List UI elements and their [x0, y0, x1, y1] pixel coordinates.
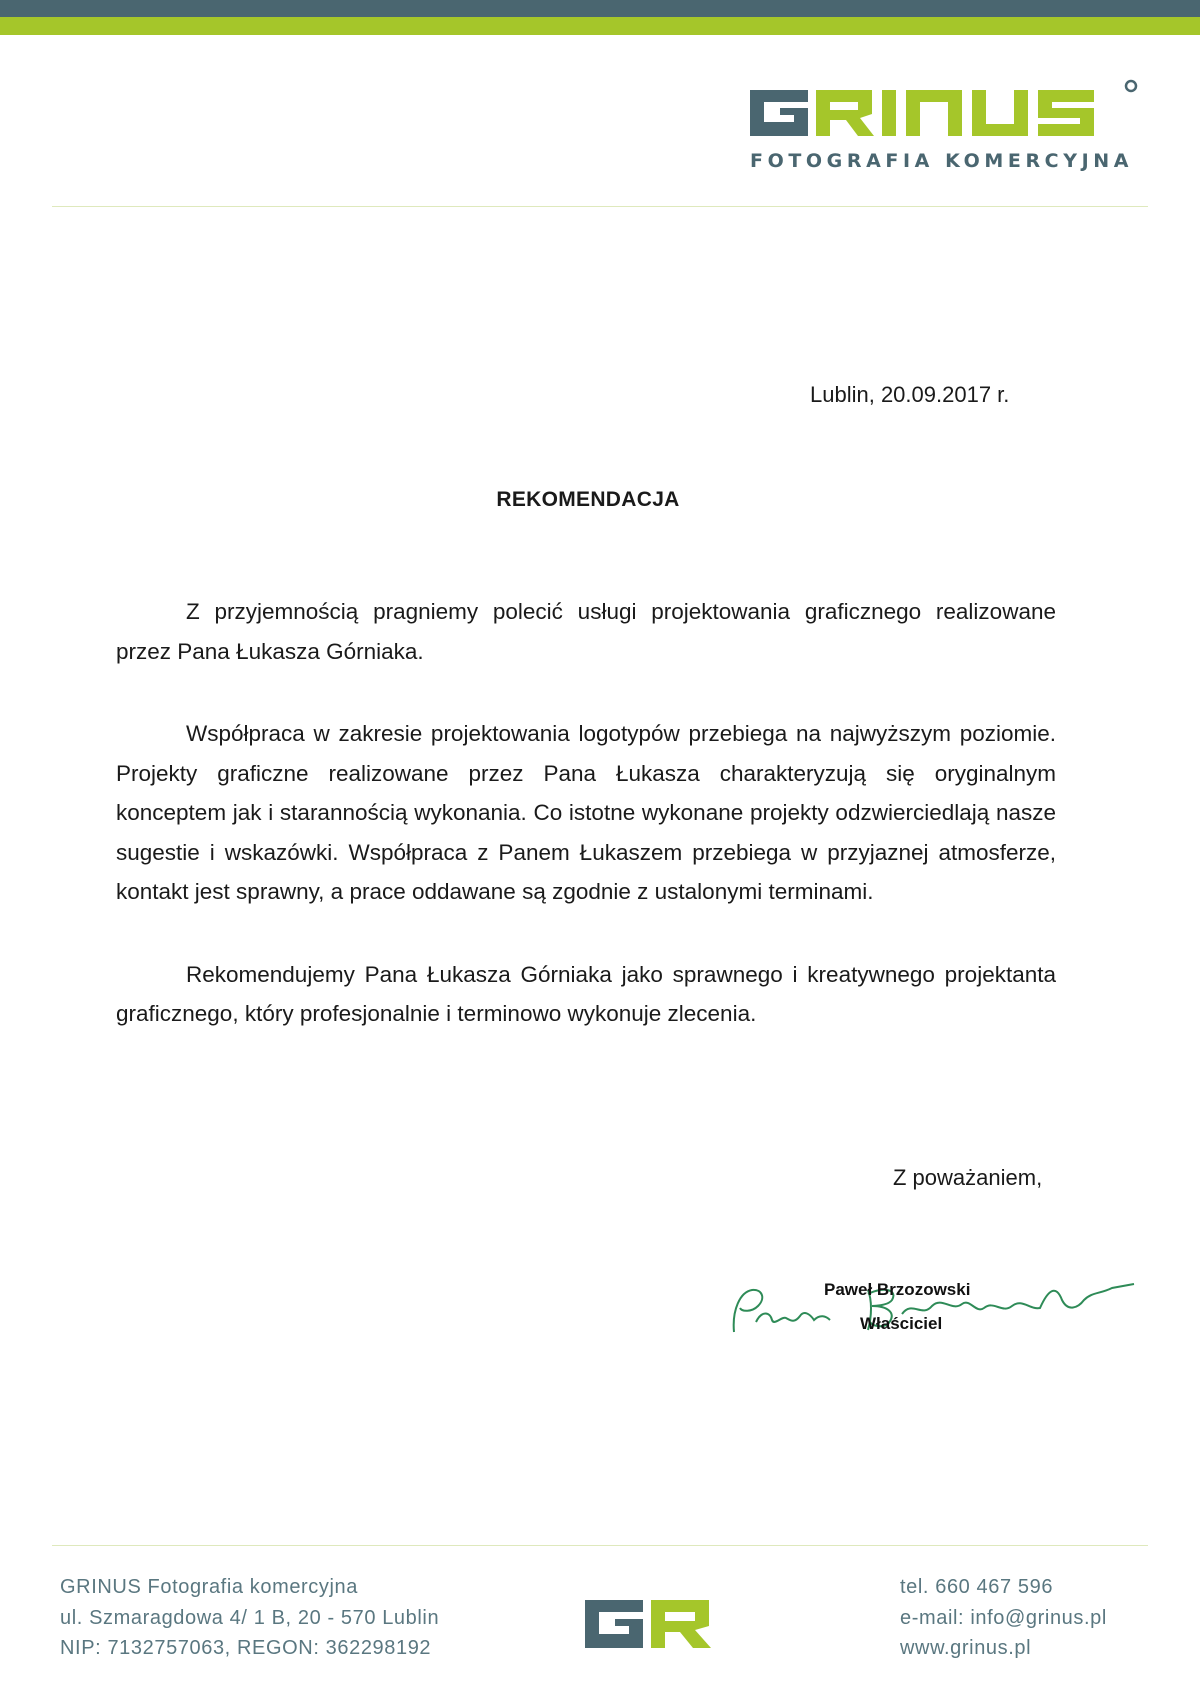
signatory-name: Paweł Brzozowski [824, 1280, 971, 1299]
header-divider [52, 206, 1148, 207]
footer-website[interactable]: www.grinus.pl [900, 1637, 1032, 1659]
footer-contact-info [900, 1572, 1107, 1664]
letter-closing: Z poważaniem, [893, 1165, 1043, 1190]
signature-block [722, 1270, 1142, 1350]
letter-paragraph: Rekomendujemy Pana Łukasza Górniaka jako sprawnego i kreatywnego projektanta graficznego, który profesjonalnie i terminowo wykonuje zlecenia. [116, 961, 1056, 1026]
footer-divider [52, 1545, 1148, 1546]
footer-logo [585, 1600, 711, 1648]
letter-paragraph: Współpraca w zakresie projektowania logotypów przebiega na najwyższym poziomie. Projekty graficzne realizowane przez Pana Łukasza charakteryzują się oryginalnym konceptem jak i starannością wykonania. Co istotne wykonane projekty odzwierciedlają nasze sugestie i wskazówki. Współpraca z Panem Łukaszem przebiega w przyjaznej atmosferze, kontakt jest sprawny, a prace oddawane są zgodnie z ustalonymi terminami. [116, 721, 1056, 904]
signatory-role: Właściciel [860, 1314, 943, 1333]
letter-title: REKOMENDACJA [496, 488, 680, 511]
grinus-logo [748, 78, 1148, 178]
letter-date: Lublin, 20.09.2017 r. [810, 382, 1010, 407]
letter-body [116, 592, 1056, 1077]
header-bar-dark [0, 0, 1200, 17]
footer-phone: tel. 660 467 596 [900, 1576, 1054, 1598]
footer-tax-ids: NIP: 7132757063, REGON: 362298192 [60, 1637, 432, 1659]
letter-paragraph: Z przyjemnością pragniemy polecić usługi projektowania graficznego realizowane przez Pana Łukasza Górniaka. [116, 599, 1056, 664]
footer-company-info [60, 1572, 439, 1664]
footer-logo-mark [585, 1600, 711, 1648]
footer-address: ul. Szmaragdowa 4/ 1 B, 20 - 570 Lublin [60, 1606, 440, 1629]
footer-email[interactable]: e-mail: info@grinus.pl [900, 1606, 1107, 1629]
header-bar-green [0, 17, 1200, 35]
logo-tagline: FOTOGRAFIA KOMERCYJNA [750, 150, 1134, 172]
grinus-logo-mark [748, 78, 1148, 148]
footer-company-name: GRINUS Fotografia komercyjna [60, 1576, 359, 1598]
